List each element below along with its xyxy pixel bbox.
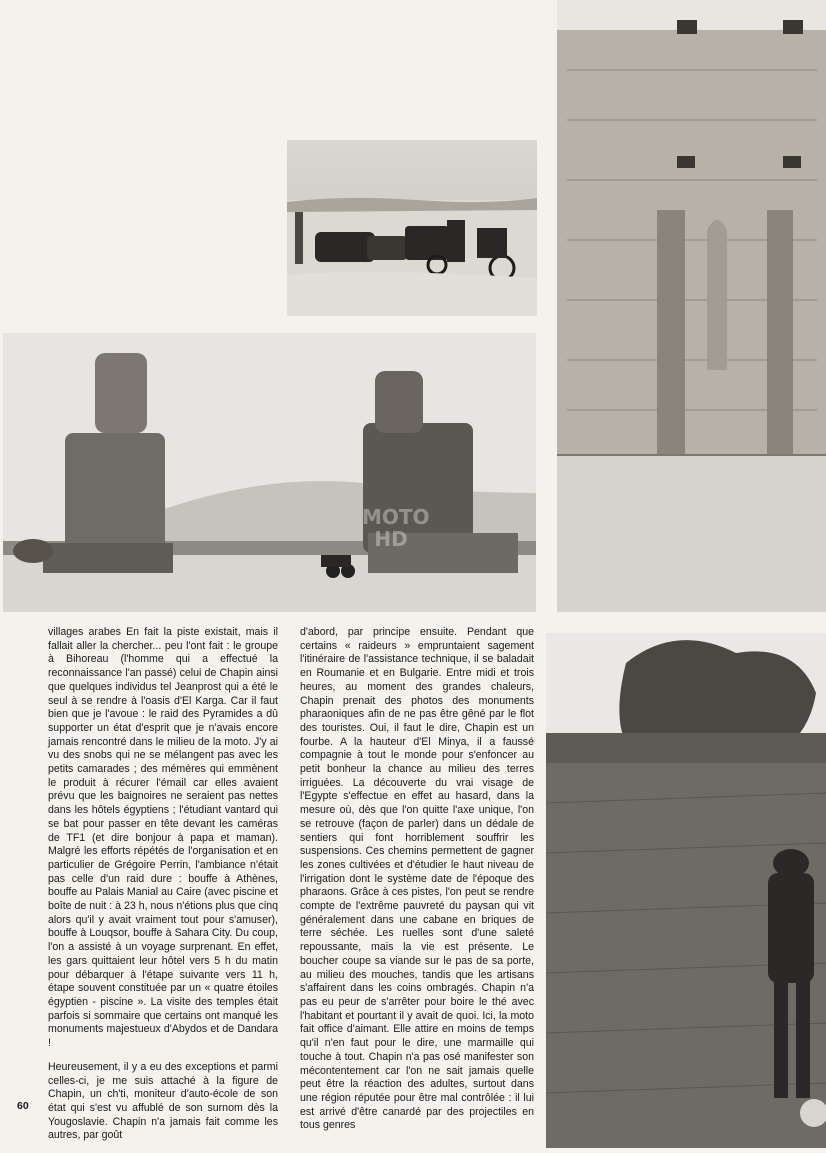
article-paragraph: villages arabes En fait la piste existait, mais il fallait aller la chercher... peu l'ont fait : le groupe à Bihoreau (l'homme qui a effectué la reconnaissance l'an passé) celui de Chapin ainsi que quelques individus tel Jeanprost qui a été le seul à se rendre à l'oasis d'El Karga. Car il faut bien que je l'avoue : le raid des Pyramides a dû supporter un état d'esprit que je n'avais encore jamais rencontré dans le milieu de la moto. J'y ai vu des snobs qui ne se mélangent pas avec les petits camarades ; des mémères qui emmènent le produit à récurer l'émail car elles avaient prévu que les baignoires ne seraient pas nettes dans les hôtels égyptiens ; l'étudiant vantard qui se bat pour passer en tête devant les caméras de TF1 (et dire bonjour à papa et maman). Malgré les efforts répétés de l'organisation et en particulier de Grégoire Perrin, l'ambiance n'était pas celle d'un raid dure : bouffe à Athènes, bouffe au Palais Manial au Caire (avec piscine et boîte de nuit : à 23 h, nous n'étions plus que cinq alors qu'il y avait vraiment tout pour s'amuser), bouffe à Louqsor, bouffe à Sahara City. Du coup, l'on a assisté à un voyage surprenant. En effet, les gars quittaient leur hôtel vers 5 h du matin pour débarquer à l'étape suivante vers 11 h, étape souvent constituée par un « quatre étoiles égyptien - piscine ». La visite des temples était parfois si sommaire que certains ont manqué les monuments majestueux d'Abydos et de Dandara ! bbox=[48, 626, 278, 1050]
page-number: 60 bbox=[17, 1100, 29, 1112]
article-column-2 bbox=[300, 626, 534, 1143]
field-biker-photo bbox=[546, 633, 826, 1148]
watermark-line2: HD bbox=[374, 527, 408, 551]
article-paragraph: Heureusement, il y a eu des exceptions et parmi celles-ci, je me suis attaché à la figure de Chapin, un ch'ti, moniteur d'auto-école de son état qui s'est vu affublé de son surnom dès la Yougoslavie. Chapin n'a jamais fait comme les autres, par goût bbox=[48, 1060, 278, 1142]
watermark bbox=[362, 505, 430, 551]
temple-pylon-photo bbox=[557, 0, 826, 612]
article-paragraph: d'abord, par principe ensuite. Pendant que certains « raideurs » empruntaient sagement l'itinéraire de l'assistance technique, il se baladait en Roumanie et en Bulgarie. Entre midi et trois heures, au moment des grandes chaleurs, Chapin prenait des photos des monuments pharaoniques afin de ne pas être gêné par le flot des touristes. Oui, il faut le dire, Chapin est un fourbe. A la hauteur d'El Minya, il a faussé compagnie à tout le monde pour s'enfoncer au petit bonheur la chance au milieu des terres irriguées. La découverte du vrai visage de l'Egypte s'effectue en effet au hasard, dans la mesure où, dès que l'on quitte l'axe unique, l'on se retrouve (façon de parler) dans un dédale de sentiers qui font horriblement souffrir les suspensions. Ces chemins permettent de gagner les zones cultivées et d'étudier le haut niveau de l'irrigation dont le système date de l'époque des pharaons. Grâce à ces pistes, l'on peut se rendre compte de l'extrême pauvreté du paysan qui vit généralement dans une cabane en briques de terre séchée. Les ruelles sont d'une saleté repoussante, mais la vie est présente. Le boucher coupe sa viande sur le pas de sa porte, au milieu des mouches, tandis que les artisans s'affairent dans les coins ombragés. Chapin n'a pas eu peur de s'arrêter pour boire le thé avec l'habitant et pourtant il y avait de quoi. Ici, la moto fait office d'aimant. Elle attire en moins de temps qu'il n'en faut pour le dire, une marmaille qui touche à tout. Chapin n'a pas osé manifester son mécontentement car l'on ne sait jamais quelle peut être la réaction des adultes, surtout dans une région réputée pour être mal contrôlée : il lui est arrivé d'être canardé par des projectiles en tous genres bbox=[300, 626, 534, 1132]
desert-vehicles-photo bbox=[287, 140, 537, 316]
watermark-line1: MOTO bbox=[362, 505, 430, 529]
colossi-memnon-photo bbox=[3, 333, 536, 612]
article-column-1 bbox=[48, 626, 278, 1153]
